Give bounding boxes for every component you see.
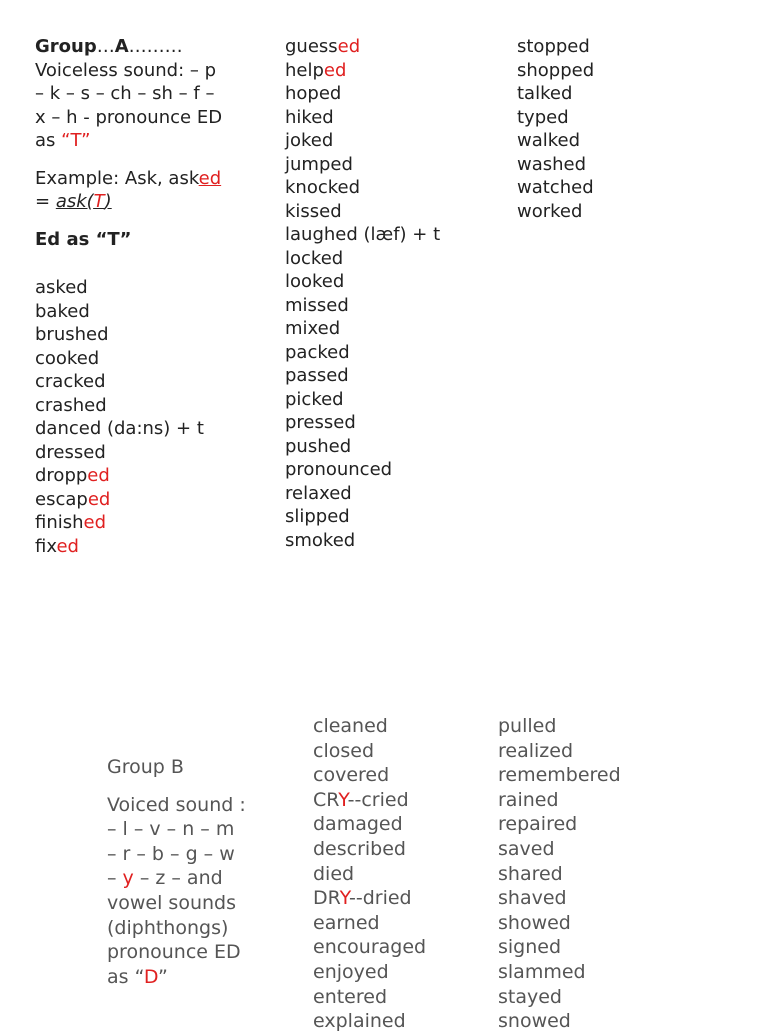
text-pre: as “ bbox=[107, 965, 144, 988]
word-item: shopped bbox=[517, 59, 595, 81]
ed-as-t-heading: Ed as “T” bbox=[35, 228, 132, 250]
voiceless-line: – k – s – ch – sh – f – bbox=[35, 83, 215, 104]
word-item bbox=[35, 276, 204, 300]
text-post: --dried bbox=[348, 887, 412, 910]
word-item bbox=[107, 842, 246, 867]
word-item bbox=[35, 300, 204, 324]
text-red: y bbox=[122, 867, 134, 890]
word-item bbox=[285, 176, 440, 200]
word-item bbox=[35, 535, 204, 559]
word-list-col2 bbox=[285, 35, 440, 552]
example-eq: = bbox=[35, 191, 56, 212]
word-item bbox=[285, 270, 440, 294]
word-item bbox=[313, 886, 426, 911]
word-base: danced (da:ns) + t bbox=[35, 418, 204, 439]
group-b-title: Group B bbox=[107, 756, 184, 778]
title-part: Group bbox=[35, 36, 97, 57]
text-red: Y bbox=[339, 887, 349, 910]
word-item bbox=[35, 464, 204, 488]
word-item bbox=[313, 812, 426, 837]
word-item: saved bbox=[498, 837, 555, 860]
word-base: passed bbox=[285, 365, 349, 386]
word-list-b-col1 bbox=[313, 714, 426, 1034]
word-list-b-col2 bbox=[498, 714, 621, 1034]
title-part: A bbox=[114, 36, 129, 57]
word-item bbox=[313, 837, 426, 862]
word-item bbox=[313, 714, 426, 739]
text-pre: – bbox=[107, 867, 123, 890]
text-pre: died bbox=[313, 862, 355, 885]
word-base: pronounced bbox=[285, 459, 393, 480]
word-item bbox=[35, 441, 204, 465]
word-list-col1 bbox=[35, 276, 204, 558]
word-base: escap bbox=[35, 488, 88, 510]
text-pre: DR bbox=[313, 887, 340, 910]
text-pre: CR bbox=[313, 788, 339, 811]
text-pre: damaged bbox=[313, 813, 403, 836]
word-item bbox=[285, 106, 440, 130]
word-item bbox=[107, 891, 246, 916]
example-line bbox=[35, 167, 222, 191]
word-item bbox=[285, 129, 440, 153]
word-item bbox=[285, 529, 440, 553]
word-base: missed bbox=[285, 294, 349, 316]
word-item: worked bbox=[517, 200, 583, 222]
text-pre: (diphthongs) bbox=[107, 916, 229, 939]
word-item bbox=[285, 317, 440, 341]
word-item bbox=[313, 763, 426, 788]
example-eq-line bbox=[35, 190, 222, 214]
word-base: cooked bbox=[35, 347, 100, 369]
word-base: locked bbox=[285, 247, 344, 269]
group-a-title bbox=[35, 35, 222, 59]
word-item bbox=[35, 323, 204, 347]
as-prefix: as bbox=[35, 130, 62, 151]
word-item bbox=[313, 935, 426, 960]
text-red: D bbox=[143, 965, 158, 988]
word-item: shaved bbox=[498, 887, 567, 910]
word-item: washed bbox=[517, 153, 587, 175]
text-pre: pronounce ED bbox=[107, 941, 241, 964]
word-base: joked bbox=[285, 130, 334, 151]
word-base: pushed bbox=[285, 435, 352, 457]
group-b-intro bbox=[107, 755, 246, 989]
text-post: – z – and bbox=[133, 867, 223, 890]
word-base: laughed (læf) + t bbox=[285, 224, 441, 245]
word-item bbox=[107, 793, 246, 818]
word-base: crashed bbox=[35, 394, 107, 416]
text-pre: encouraged bbox=[313, 936, 427, 959]
word-suffix: ed bbox=[323, 59, 347, 81]
text-pre: – l – v – n – m bbox=[107, 818, 235, 841]
word-item: realized bbox=[498, 739, 574, 762]
word-item bbox=[35, 394, 204, 418]
word-item bbox=[313, 1009, 426, 1034]
word-item bbox=[285, 435, 440, 459]
word-item: walked bbox=[517, 130, 581, 151]
example-suffix: ed bbox=[198, 167, 222, 189]
word-list-col3 bbox=[517, 35, 594, 223]
word-item: stayed bbox=[498, 985, 562, 1008]
text-pre: described bbox=[313, 837, 406, 860]
word-item bbox=[285, 294, 440, 318]
text-post: ” bbox=[157, 965, 168, 988]
word-item: signed bbox=[498, 936, 562, 959]
word-item bbox=[313, 788, 426, 813]
word-base: pressed bbox=[285, 412, 356, 433]
word-item bbox=[35, 488, 204, 512]
word-base: knocked bbox=[285, 177, 361, 198]
word-item bbox=[285, 458, 440, 482]
word-item bbox=[285, 388, 440, 412]
word-item bbox=[107, 916, 246, 941]
word-base: brushed bbox=[35, 324, 109, 345]
word-suffix: ed bbox=[83, 512, 107, 533]
text-pre: Voiced sound : bbox=[107, 793, 246, 816]
word-item bbox=[107, 817, 246, 842]
voiceless-line: Voiceless sound: – p bbox=[35, 59, 217, 81]
voiced-lines bbox=[107, 793, 246, 990]
word-item: talked bbox=[517, 83, 573, 104]
text-pre: closed bbox=[313, 739, 374, 762]
word-item bbox=[313, 985, 426, 1010]
word-base: jumped bbox=[285, 153, 353, 175]
text-pre: vowel sounds bbox=[107, 891, 236, 914]
word-item bbox=[285, 35, 440, 59]
word-base: picked bbox=[285, 388, 344, 410]
word-item: watched bbox=[517, 177, 594, 198]
text-red: Y bbox=[338, 788, 348, 811]
word-item bbox=[313, 911, 426, 936]
word-base: fix bbox=[35, 535, 57, 557]
word-base: kissed bbox=[285, 200, 342, 222]
text-pre: explained bbox=[313, 1010, 406, 1033]
example-prefix: Example: Ask, ask bbox=[35, 167, 199, 189]
word-item bbox=[35, 417, 204, 441]
word-item bbox=[285, 341, 440, 365]
word-item bbox=[107, 866, 246, 891]
word-base: finish bbox=[35, 512, 84, 533]
word-item bbox=[285, 247, 440, 271]
word-item: repaired bbox=[498, 813, 578, 836]
word-item bbox=[285, 482, 440, 506]
as-value: “T” bbox=[61, 130, 91, 151]
word-item: typed bbox=[517, 106, 569, 128]
word-base: baked bbox=[35, 300, 90, 322]
word-suffix: ed bbox=[337, 36, 361, 57]
word-item bbox=[35, 511, 204, 535]
title-part: … bbox=[96, 36, 115, 57]
example-ask: ask( bbox=[55, 191, 94, 212]
word-item: stopped bbox=[517, 36, 590, 57]
text-post: --cried bbox=[347, 788, 409, 811]
word-base: help bbox=[285, 59, 324, 81]
word-item: remembered bbox=[498, 764, 621, 787]
word-base: hoped bbox=[285, 83, 342, 104]
word-item bbox=[285, 505, 440, 529]
word-item bbox=[35, 370, 204, 394]
word-item bbox=[285, 82, 440, 106]
word-item bbox=[107, 965, 246, 990]
word-item bbox=[285, 59, 440, 83]
word-base: looked bbox=[285, 271, 345, 292]
example-close: ) bbox=[104, 191, 112, 212]
word-item: shared bbox=[498, 862, 563, 885]
word-item bbox=[35, 347, 204, 371]
word-base: guess bbox=[285, 36, 338, 57]
text-pre: cleaned bbox=[313, 715, 388, 737]
word-base: hiked bbox=[285, 106, 334, 128]
word-item: snowed bbox=[498, 1010, 571, 1033]
example-ask-wrap bbox=[56, 191, 112, 212]
word-item: rained bbox=[498, 788, 559, 811]
word-item: showed bbox=[498, 911, 571, 934]
word-item: pulled bbox=[498, 715, 557, 737]
text-pre: earned bbox=[313, 911, 380, 934]
example-t: T bbox=[93, 191, 105, 212]
word-item bbox=[285, 223, 440, 247]
word-base: dropp bbox=[35, 465, 88, 486]
word-base: dressed bbox=[35, 441, 106, 463]
word-suffix: ed bbox=[87, 465, 110, 486]
text-pre: – r – b – g – w bbox=[107, 842, 235, 865]
word-base: asked bbox=[35, 277, 88, 298]
title-part: ……… bbox=[128, 36, 183, 57]
word-base: mixed bbox=[285, 318, 341, 339]
word-base: slipped bbox=[285, 506, 350, 527]
word-item bbox=[285, 153, 440, 177]
word-base: cracked bbox=[35, 371, 106, 392]
word-item bbox=[285, 411, 440, 435]
group-a-intro bbox=[35, 35, 222, 251]
text-pre: entered bbox=[313, 985, 388, 1008]
word-suffix: ed bbox=[87, 488, 111, 510]
word-item bbox=[313, 960, 426, 985]
word-item bbox=[107, 940, 246, 965]
voiceless-line: x – h - pronounce ED bbox=[35, 106, 223, 128]
text-pre: covered bbox=[313, 764, 390, 787]
word-item bbox=[285, 200, 440, 224]
word-item bbox=[313, 862, 426, 887]
word-base: smoked bbox=[285, 529, 356, 551]
as-t-line bbox=[35, 129, 222, 153]
word-item bbox=[285, 364, 440, 388]
word-base: relaxed bbox=[285, 482, 352, 504]
word-suffix: ed bbox=[56, 535, 79, 557]
word-base: packed bbox=[285, 341, 350, 363]
text-pre: enjoyed bbox=[313, 960, 389, 983]
word-item: slammed bbox=[498, 960, 586, 983]
word-item bbox=[313, 739, 426, 764]
